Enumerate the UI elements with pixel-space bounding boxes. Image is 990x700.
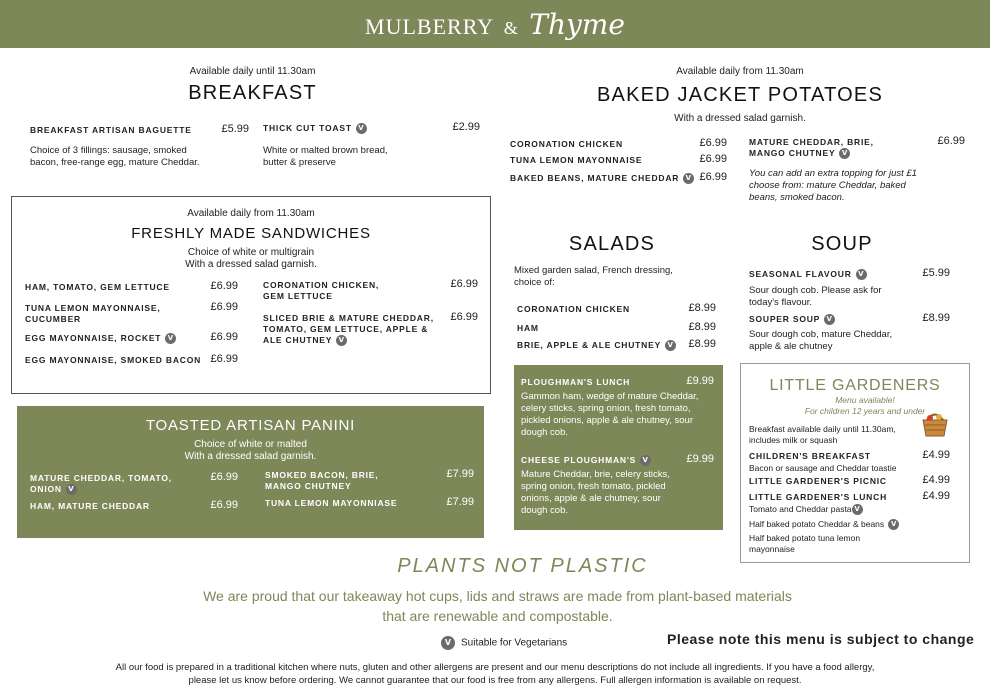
breakfast-title: BREAKFAST	[188, 82, 317, 104]
vegetarian-v-icon: V	[856, 269, 867, 280]
menu-item-name: BREAKFAST ARTISAN BAGUETTE	[30, 125, 192, 135]
menu-item-name: TUNA LEMON MAYONNAISE, CUCUMBER	[25, 303, 161, 324]
plants-text: We are proud that our takeaway hot cups, lids and straws are made from plant-based materials	[203, 588, 792, 604]
jacket-subtitle: With a dressed salad garnish.	[674, 113, 806, 124]
menu-item-price: £5.99	[221, 123, 249, 135]
menu-item-name: EGG MAYONNAISE, ROCKET	[25, 333, 162, 343]
vegetarian-legend-label: Suitable for Vegetarians	[461, 637, 568, 649]
vegetarian-v-icon: V	[165, 333, 176, 344]
menu-item-price: £9.99	[686, 453, 714, 465]
menu-item-price: £5.99	[922, 267, 950, 279]
menu-item-name: CORONATION CHICKEN	[510, 139, 623, 149]
menu-item-price: £6.99	[210, 331, 238, 343]
brand-name-left: MULBERRY	[365, 14, 494, 39]
plants-not-plastic-title: PLANTS NOT PLASTIC	[397, 555, 648, 577]
menu-change-notice: Please note this menu is subject to change	[667, 631, 975, 647]
menu-item-row	[30, 473, 195, 495]
menu-item-row	[749, 269, 867, 280]
menu-item-price: £7.99	[446, 496, 474, 508]
little-gardeners-title: LITTLE GARDENERS	[769, 377, 941, 394]
menu-item-price: £6.99	[937, 135, 965, 147]
basket-icon	[920, 408, 950, 438]
jacket-extra-topping-note: You can add an extra topping for just £1 choose from: mature Cheddar, baked beans, smoked bacon.	[749, 168, 917, 203]
vegetarian-v-icon: V	[66, 484, 77, 495]
menu-item-row	[510, 173, 694, 184]
menu-item-desc: White or malted brown bread, butter & preserve	[263, 145, 388, 168]
little-gardeners-intro: Breakfast available daily until 11.30am, includes milk or squash	[749, 424, 896, 445]
menu-item-price: £6.99	[210, 499, 238, 511]
menu-item-price: £6.99	[450, 278, 478, 290]
panini-subtitle: Choice of white or malted	[194, 439, 307, 450]
menu-item-row	[263, 313, 443, 346]
menu-item-row	[749, 503, 919, 515]
menu-item-price: £8.99	[688, 321, 716, 333]
plants-text: that are renewable and compostable.	[382, 608, 613, 624]
sandwiches-subtitle: Choice of white or multigrain	[187, 247, 315, 258]
menu-item-row	[749, 314, 835, 325]
menu-item-name: BRIE, APPLE & ALE CHUTNEY	[517, 340, 662, 350]
menu-item-name: MATURE CHEDDAR, TOMATO, ONION	[30, 473, 172, 494]
vegetarian-v-icon: V	[356, 123, 367, 134]
menu-item-desc: Sour dough cob. Please ask for today's flavour.	[749, 285, 882, 308]
brand-name-right: Thyme	[529, 8, 625, 41]
menu-item-price: £6.99	[210, 280, 238, 292]
menu-item-price: £9.99	[686, 375, 714, 387]
panini-title: TOASTED ARTISAN PANINI	[145, 417, 356, 434]
menu-item-row	[25, 333, 200, 344]
menu-item-name: CORONATION CHICKEN	[517, 304, 630, 314]
menu-item-name: SLICED BRIE & MATURE CHEDDAR, TOMATO, GEM LETTUCE, APPLE & ALE CHUTNEY	[263, 313, 434, 345]
menu-item-row	[263, 123, 367, 134]
menu-item-desc: Tomato and Cheddar pasta	[749, 504, 852, 514]
brand-logo	[0, 8, 990, 41]
allergen-notice: All our food is prepared in a traditional kitchen where nuts, gluten and other allergens are present and our menu descriptions do not include all ingredients. If you have a food allergy,	[115, 662, 875, 673]
sandwiches-availability: Available daily from 11.30am	[187, 208, 315, 219]
vegetarian-v-icon: V	[839, 148, 850, 159]
menu-item-price: £6.99	[210, 301, 238, 313]
salads-subtitle: Mixed garden salad, French dressing, choice of:	[514, 265, 673, 288]
sandwiches-subtitle: With a dressed salad garnish.	[185, 259, 317, 270]
vegetarian-v-icon: V	[336, 335, 347, 346]
brand-ampersand: &	[503, 18, 519, 38]
sandwiches-title: FRESHLY MADE SANDWICHES	[131, 225, 371, 242]
menu-item-price: £8.99	[922, 312, 950, 324]
menu-item-price: £7.99	[446, 468, 474, 480]
menu-item-row	[749, 518, 919, 530]
menu-item-price: £8.99	[688, 338, 716, 350]
menu-item-name: LITTLE GARDENER'S LUNCH	[749, 492, 888, 502]
soup-title: SOUP	[811, 233, 873, 255]
menu-item-price: £4.99	[922, 474, 950, 486]
menu-item-desc: Mature Cheddar, brie, celery sticks, spring onion, fresh tomato, pickled onions, apple & ale chutney, sour dough cob.	[521, 469, 670, 516]
menu-item-name: HAM, MATURE CHEDDAR	[30, 501, 150, 511]
menu-item-price: £6.99	[210, 471, 238, 483]
menu-item-name: HAM, TOMATO, GEM LETTUCE	[25, 282, 170, 292]
vegetarian-legend	[441, 636, 567, 650]
salads-title: SALADS	[568, 233, 656, 255]
little-gardeners-sub: Menu available!	[835, 395, 895, 405]
menu-item-name: SEASONAL FLAVOUR	[749, 269, 852, 279]
menu-item-desc: Sour dough cob, mature Cheddar, apple & ale chutney	[749, 329, 893, 352]
menu-item-price: £8.99	[688, 302, 716, 314]
menu-item-price: £6.99	[450, 311, 478, 323]
vegetarian-v-icon: V	[441, 636, 455, 650]
menu-item-name: LITTLE GARDENER'S PICNIC	[749, 476, 887, 486]
jacket-availability: Available daily from 11.30am	[676, 66, 804, 77]
breakfast-availability: Available daily until 11.30am	[189, 66, 316, 77]
menu-item-desc: Half baked potato tuna lemon mayonnaise	[749, 533, 861, 554]
vegetarian-v-icon: V	[665, 340, 676, 351]
menu-item-name: PLOUGHMAN'S LUNCH	[521, 377, 631, 387]
menu-item-row	[517, 340, 676, 351]
menu-item-desc: Choice of 3 fillings: sausage, smoked bacon, free-range egg, mature Cheddar.	[30, 145, 200, 168]
menu-item-name: MATURE CHEDDAR, BRIE, MANGO CHUTNEY	[749, 137, 874, 158]
menu-item-desc: Half baked potato Cheddar & beans	[749, 519, 885, 529]
menu-item-name: TUNA LEMON MAYONNIASE	[265, 498, 398, 508]
menu-item-desc: Gammon ham, wedge of mature Cheddar, celery sticks, spring onion, fresh tomato, pickled onions, apple & ale chutney, sour dough cob.	[521, 391, 699, 438]
menu-item-name: SOUPER SOUP	[749, 314, 821, 324]
menu-item-price: £6.99	[699, 137, 727, 149]
menu-item-row	[749, 137, 899, 159]
menu-item-price: £6.99	[699, 153, 727, 165]
menu-item-name: TUNA LEMON MAYONNAISE	[510, 155, 643, 165]
vegetarian-v-icon: V	[852, 504, 863, 515]
allergen-notice: please let us know before ordering. We cannot guarantee that our food is free from any allergens. Full allergen information is available on request.	[188, 675, 802, 686]
vegetarian-v-icon: V	[888, 519, 899, 530]
vegetarian-v-icon: V	[824, 314, 835, 325]
menu-item-price: £4.99	[922, 490, 950, 502]
menu-item-name: CORONATION CHICKEN, GEM LETTUCE	[263, 280, 380, 301]
little-gardeners-sub: For children 12 years and under	[804, 406, 926, 416]
menu-item-name: THICK CUT TOAST	[263, 123, 352, 133]
menu-item-name: BAKED BEANS, MATURE CHEDDAR	[510, 173, 680, 183]
panini-subtitle: With a dressed salad garnish.	[184, 451, 317, 462]
header-bar	[0, 0, 990, 48]
menu-item-name: EGG MAYONNAISE, SMOKED BACON	[25, 355, 202, 365]
menu-item-name: CHEESE PLOUGHMAN'S	[521, 455, 637, 465]
menu-item-price: £4.99	[922, 449, 950, 461]
menu-item-name: SMOKED BACON, BRIE, MANGO CHUTNEY	[265, 470, 379, 491]
menu-item-price: £6.99	[699, 171, 727, 183]
menu-item-price: £6.99	[210, 353, 238, 365]
menu-item-name: HAM	[517, 323, 539, 333]
jacket-title: BAKED JACKET POTATOES	[596, 84, 883, 106]
menu-item-desc: Bacon or sausage and Cheddar toastie	[749, 463, 897, 473]
vegetarian-v-icon: V	[683, 173, 694, 184]
menu-item-price: £2.99	[452, 121, 480, 133]
vegetarian-v-icon: V	[640, 455, 651, 466]
menu-item-row	[521, 455, 651, 466]
menu-item-name: CHILDREN'S BREAKFAST	[749, 451, 871, 461]
